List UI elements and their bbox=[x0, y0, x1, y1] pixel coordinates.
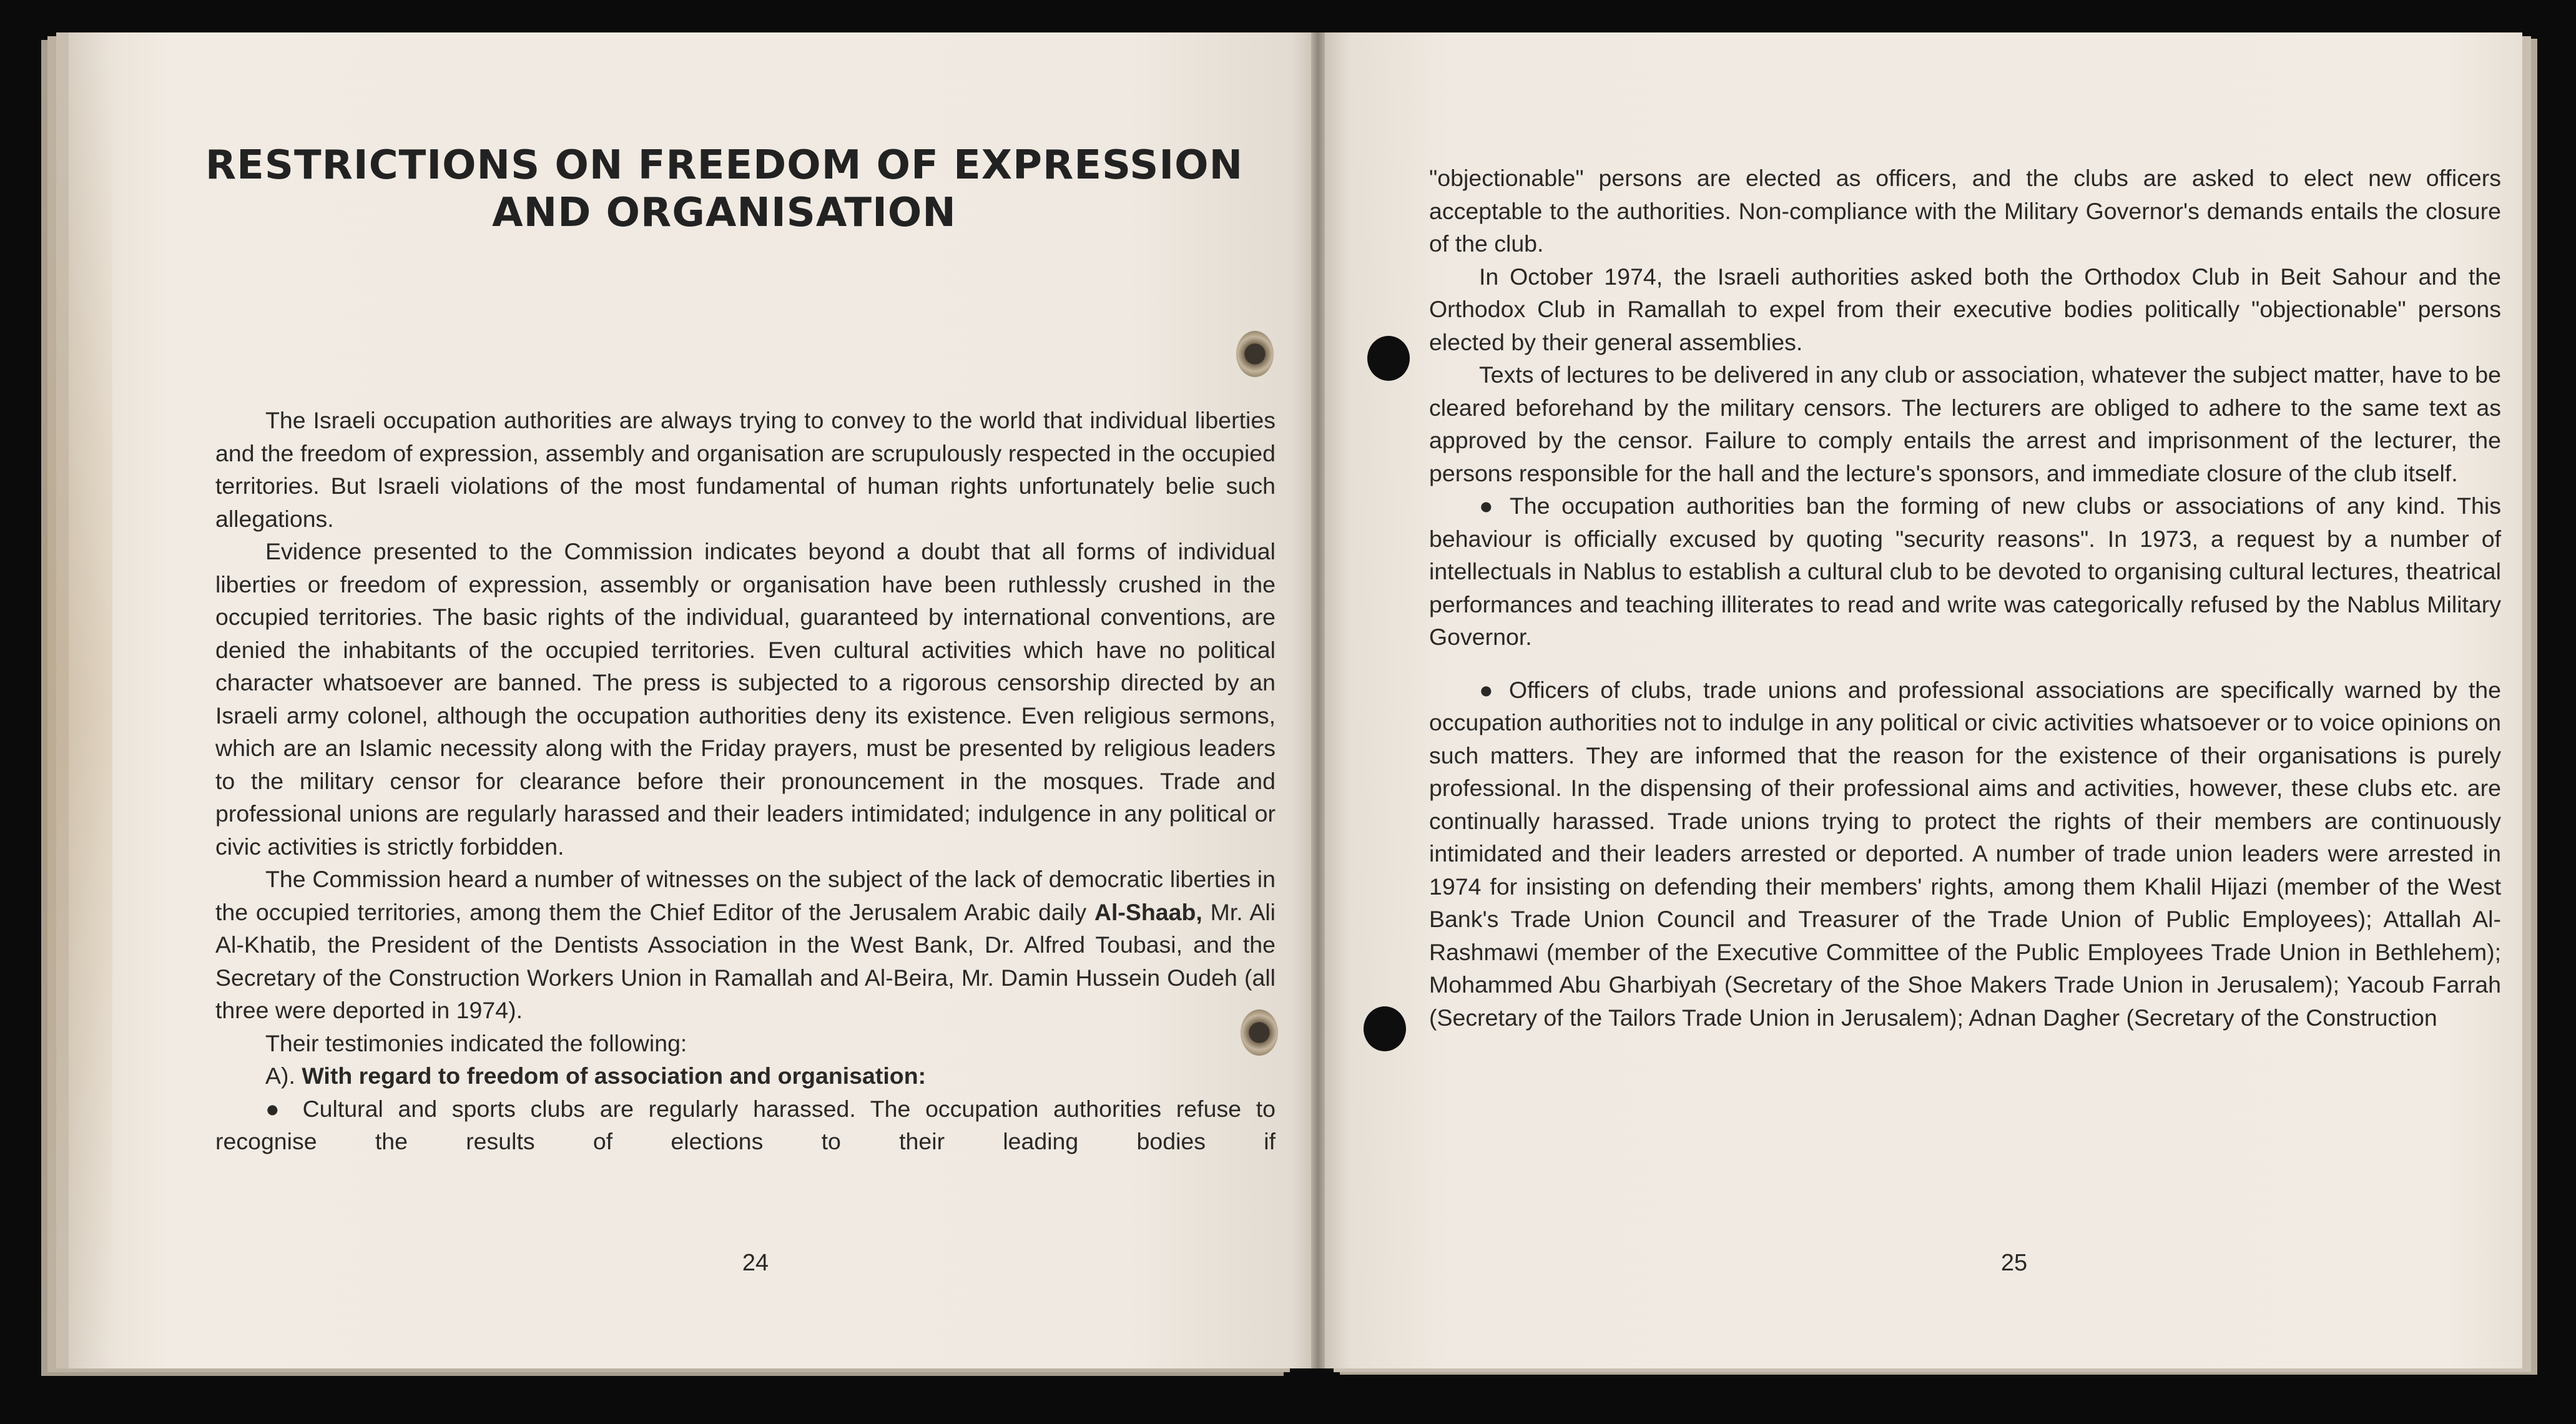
paragraph-officers: ● Officers of clubs, trade unions and professional associations are specifically warned by the occupation authorities not to indulge in any political or civic activities whatsoever or to voice opinions on such matters. They are informed that the reason for the existence of their organisations is purely professional. In the dispensing of their professional aims and activities, however, these clubs etc. are continually harassed. Trade unions trying to protect the rights of their members are continuously intimidated and their leaders arrested or deported. A number of trade union leaders were arrested in 1974 for insisting on defending their members' rights, among them Khalil Hijazi (member of the West Bank's Trade Union Council and Treasurer of the Trade Union of Public Employees); Attallah Al-Rashmawi (member of the Executive Committee of the Public Employees Trade Union in Bethlehem); Mohammed Abu Gharbiyah (Secretary of the Shoe Makers Trade Union in Jerusalem); Yacoub Farrah (Secretary of the Tailors Trade Union in Jerusalem); Adnan Dagher (Secretary of the Construction bbox=[1429, 676, 2501, 1031]
paragraph-witnesses bbox=[215, 863, 1276, 1027]
section-prefix: A). bbox=[265, 1063, 302, 1089]
newspaper-name: Al-Shaab, bbox=[1094, 898, 1202, 925]
open-booklet bbox=[69, 32, 2522, 1368]
paragraph-orthodox-clubs: In October 1974, the Israeli authorities asked both the Orthodox Club in Beit Sahour and the Orthodox Club in Ramallah to expel from their executive bodies politically "objectionable" persons elected by their general assemblies. bbox=[1429, 263, 2501, 355]
book-spine bbox=[1311, 32, 1325, 1368]
right-body-text bbox=[1429, 162, 2501, 1034]
paragraph-testimonies: Their testimonies indicated the following: bbox=[265, 1029, 687, 1056]
paragraph-lectures: Texts of lectures to be delivered in any club or association, whatever the subject matter, have to be cleared beforehand by the military censors. The lecturers are obliged to adhere to the same text as approved by the censor. Failure to comply entails the arrest and imprisonment of the lecturer, the persons responsible for the hall and the lecture's sponsors, and immediate closure of the club itself. bbox=[1429, 361, 2501, 486]
witnesses-text-b: Mr. Ali Al-Khatib, the President of the Dentists Association in the West Bank, Dr. Alfred Toubasi, and the Secretary of the Construction Workers Union in Ramallah and Al-Beira, Mr. Damin Hussein Oudeh (all three were deported in 1974). bbox=[215, 898, 1276, 1023]
page-number: 25 bbox=[2000, 1250, 2028, 1276]
title-line-2: AND ORGANISATION bbox=[492, 190, 956, 236]
section-heading-a bbox=[215, 1059, 1276, 1093]
paragraph-evidence: Evidence presented to the Commission indicates beyond a doubt that all forms of individual liberties or freedom of expression, assembly or organisation have been ruthlessly crushed in the occupied territories. The basic rights of the individual, guaranteed by international conventions, are denied the inhabitants of the occupied territories. Even cultural activities which have no political character whatsoever are banned. The press is subjected to a rigorous censorship directed by an Israeli army colonel, although the occupation authorities deny its existence. Even religious sermons, which are an Islamic necessity along with the Friday prayers, must be presented by religious leaders to the military censor for clearance before their pronouncement in the mosques. Trade and professional unions are regularly harassed and their leaders intimidated; indulgence in any political or civic activities is strictly forbidden. bbox=[215, 538, 1276, 860]
right-page bbox=[1325, 32, 2522, 1368]
page-title bbox=[175, 142, 1274, 237]
section-heading-text: With regard to freedom of association and organisation: bbox=[302, 1063, 927, 1089]
paragraph-new-clubs: ● The occupation authorities ban the forming of new clubs or associations of any kind. This behaviour is officially excused by quoting "security reasons". In 1973, a request by a number of intellectuals in Nablus to establish a cultural club to be devoted to organising cultural lectures, theatrical performances and teaching illiterates to read and write was categorically refused by the Nablus Military Governor. bbox=[1429, 493, 2501, 650]
page-edge-stain bbox=[44, 45, 112, 1362]
punch-hole-bottom bbox=[1364, 1006, 1406, 1051]
title-line-1: RESTRICTIONS ON FREEDOM OF EXPRESSION bbox=[205, 142, 1244, 189]
staple-hole-top bbox=[1236, 331, 1274, 377]
punch-hole-top bbox=[1367, 336, 1410, 381]
paragraph-clubs: ● Cultural and sports clubs are regularly harassed. The occupation authorities refuse to recognise the results of elections to their leading bodies if bbox=[215, 1095, 1276, 1154]
paragraph-intro: The Israeli occupation authorities are always trying to convey to the world that individual liberties and the freedom of expression, assembly and organisation are scrupulously respected in the occupied territories. But Israeli violations of the most fundamental of human rights unfortunately belie such allegations. bbox=[215, 407, 1276, 532]
paragraph-objectionable: "objectionable" persons are elected as officers, and the clubs are asked to elect new officers acceptable to the authorities. Non-compliance with the Military Governor's demands entails the closure of the club. bbox=[1429, 165, 2501, 257]
left-body-text bbox=[215, 404, 1276, 1158]
staple-hole-bottom bbox=[1241, 1009, 1278, 1056]
page-number: 24 bbox=[742, 1250, 769, 1276]
witnesses-text-a: The Commission heard a number of witnesses on the subject of the lack of democratic liberties in the occupied territories, among them the Chief Editor of the Jerusalem Arabic daily bbox=[215, 866, 1276, 925]
left-page bbox=[69, 32, 1311, 1368]
